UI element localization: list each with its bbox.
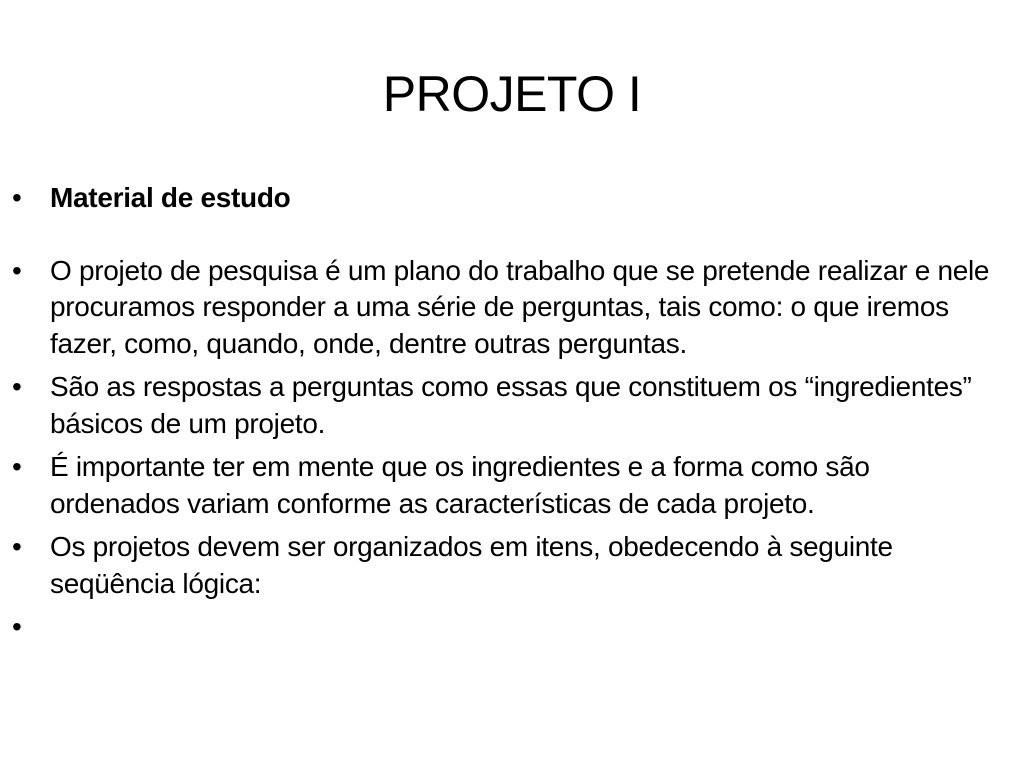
bullet-item [12,369,997,442]
bullet-icon: • [12,182,22,213]
bullet-icon: • [12,611,22,642]
bullet-text: É importante ter em mente que os ingredientes e a forma como são ordenados variam conforme as características de cada projeto. [50,451,870,519]
slide-title: PROJETO I [382,66,642,122]
bullet-text: São as respostas a perguntas como essas que constituem os “ingredientes” básicos de um projeto. [50,371,972,439]
bullet-text [50,609,997,646]
bullet-item [12,180,997,217]
bullet-text: Material de estudo [50,182,291,213]
bullet-icon: • [12,254,22,286]
bullet-icon: • [12,531,22,562]
bullet-icon: • [12,371,22,402]
bullet-item [12,449,997,522]
bullet-text: Os projetos devem ser organizados em itens, obedecendo à seguinte seqüência lógica: [50,531,893,599]
bullet-item [12,529,997,602]
bullet-text: O projeto de pesquisa é um plano do trabalho que se pretende realizar e nele procuramos responder a uma série de perguntas, tais como: o que iremos fazer, como, quando, onde, dentre outras perguntas. [50,254,990,359]
bullet-item [12,253,997,363]
bullet-item [12,609,997,646]
bullet-list [12,180,997,646]
bullet-icon: • [12,451,22,482]
